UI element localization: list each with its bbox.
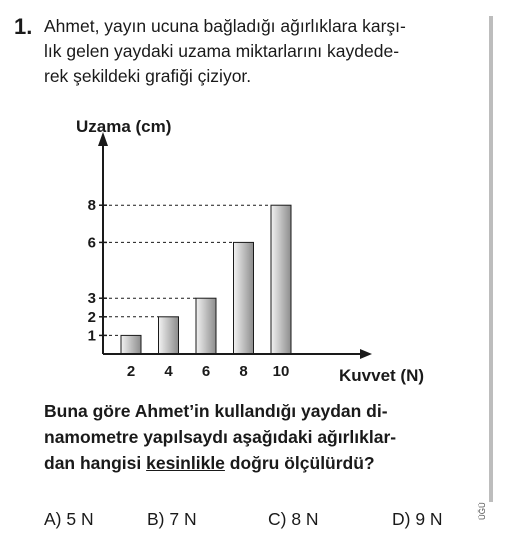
prompt-line-3-before: dan hangisi bbox=[44, 453, 147, 473]
x-tick-label: 6 bbox=[201, 363, 211, 380]
option-a[interactable]: A) 5 N bbox=[44, 509, 94, 529]
option-d[interactable]: D) 9 N bbox=[392, 509, 443, 529]
prompt-line-2-text: namometre yapılsaydı aşağıdaki ağırlıklar- bbox=[44, 427, 397, 447]
prompt-line-3 bbox=[44, 450, 474, 476]
x-tick-label: 8 bbox=[239, 363, 248, 380]
prompt-line-3-after: doğru ölçülürdü? bbox=[224, 453, 375, 473]
x-axis-label: Kuvvet (N) bbox=[339, 366, 425, 385]
y-tick-label: 8 bbox=[87, 197, 96, 215]
x-tick-label: 10 bbox=[272, 363, 290, 380]
prompt-line-1 bbox=[44, 398, 474, 424]
y-axis-label: Uzama (cm) bbox=[76, 117, 172, 136]
prompt-emphasis: kesinlikle bbox=[146, 453, 225, 473]
side-label: ÜĞÜ bbox=[478, 502, 487, 520]
question-stem bbox=[44, 14, 464, 89]
bar bbox=[271, 205, 291, 354]
stem-line-3: rek şekildeki grafiği çiziyor. bbox=[44, 66, 252, 86]
question-prompt bbox=[44, 398, 474, 476]
bar bbox=[196, 298, 216, 354]
stem-line-1: Ahmet, yayın ucuna bağladığı ağırlıklara karşı- bbox=[44, 16, 406, 36]
option-c[interactable]: C) 8 N bbox=[268, 509, 319, 529]
prompt-line-1-text: Buna göre Ahmet’in kullandığı yaydan di- bbox=[44, 401, 388, 421]
x-tick-label: 2 bbox=[126, 363, 136, 380]
side-divider bbox=[489, 16, 493, 502]
bar bbox=[234, 242, 254, 354]
stem-line-2: lık gelen yaydaki uzama miktarlarını kaydede- bbox=[44, 41, 400, 61]
x-tick-label: 4 bbox=[164, 363, 173, 380]
y-tick-label: 3 bbox=[87, 290, 96, 308]
y-tick-label: 6 bbox=[87, 234, 96, 252]
prompt-line-2 bbox=[44, 424, 474, 450]
bar bbox=[159, 317, 179, 354]
y-tick-label: 1 bbox=[87, 327, 96, 345]
bar-chart bbox=[0, 110, 480, 400]
x-axis-arrow bbox=[360, 349, 372, 359]
option-b[interactable]: B) 7 N bbox=[147, 509, 197, 529]
bar bbox=[121, 335, 141, 354]
question-number: 1. bbox=[14, 14, 33, 39]
y-tick-label: 2 bbox=[87, 308, 96, 326]
